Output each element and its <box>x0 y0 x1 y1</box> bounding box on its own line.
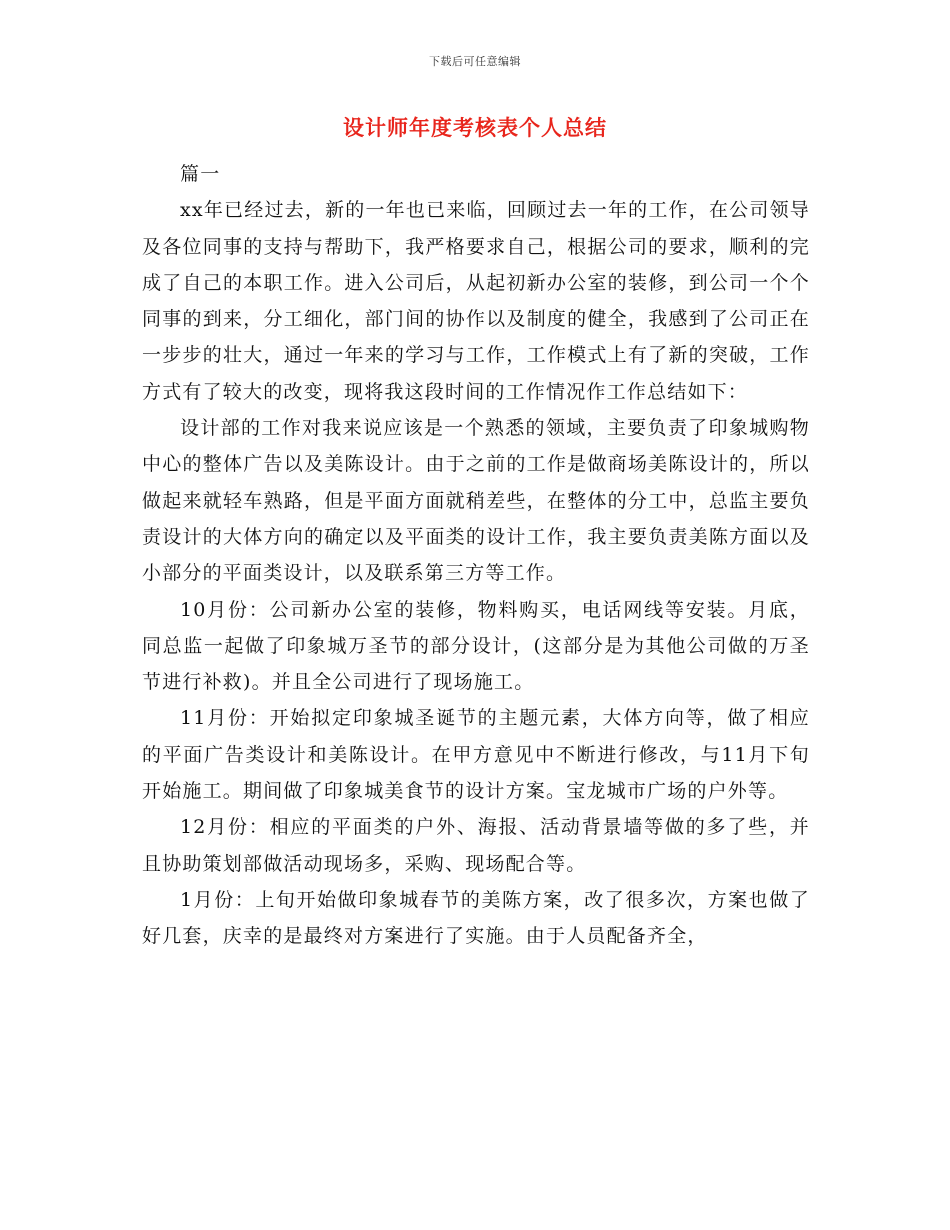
paragraph-intro: xx年已经过去，新的一年也已来临，回顾过去一年的工作，在公司领导及各位同事的支持与帮助下，我严格要求自己，根据公司的要求，顺利的完成了自己的本职工作。进入公司后，从起初新办公室的装修，到公司一个个同事的到来，分工细化，部门间的协作以及制度的健全，我感到了公司正在一步步的壮大，通过一年来的学习与工作，工作模式上有了新的突破，工作方式有了较大的改变，现将我这段时间的工作情况作工作总结如下： <box>142 199 810 403</box>
document-body <box>142 156 810 955</box>
paragraph-october: 10月份：公司新办公室的装修，物料购买，电话网线等安装。月底，同总监一起做了印象城万圣节的部分设计，(这部分是为其他公司做的万圣节进行补救)。并且全公司进行了现场施工。 <box>142 598 810 694</box>
document-title: 设计师年度考核表个人总结 <box>343 116 607 140</box>
paragraph-design-dept: 设计部的工作对我来说应该是一个熟悉的领域，主要负责了印象城购物中心的整体广告以及美陈设计。由于之前的工作是做商场美陈设计的，所以做起来就轻车熟路，但是平面方面就稍差些，在整体的分工中，总监主要负责设计的大体方向的确定以及平面类的设计工作，我主要负责美陈方面以及小部分的平面类设计，以及联系第三方等工作。 <box>142 417 810 585</box>
section-label: 篇一 <box>180 163 221 185</box>
header-note: 下载后可任意编辑 <box>429 55 521 68</box>
paragraph-november: 11月份：开始拟定印象城圣诞节的主题元素，大体方向等，做了相应的平面广告类设计和美陈设计。在甲方意见中不断进行修改，与11月下旬开始施工。期间做了印象城美食节的设计方案。宝龙城市广场的户外等。 <box>142 707 810 803</box>
paragraph-january: 1月份：上旬开始做印象城春节的美陈方案，改了很多次，方案也做了好几套，庆幸的是最终对方案进行了实施。由于人员配备齐全， <box>142 888 810 948</box>
paragraph-december: 12月份：相应的平面类的户外、海报、活动背景墙等做的多了些，并且协助策划部做活动现场多，采购、现场配合等。 <box>142 816 810 875</box>
